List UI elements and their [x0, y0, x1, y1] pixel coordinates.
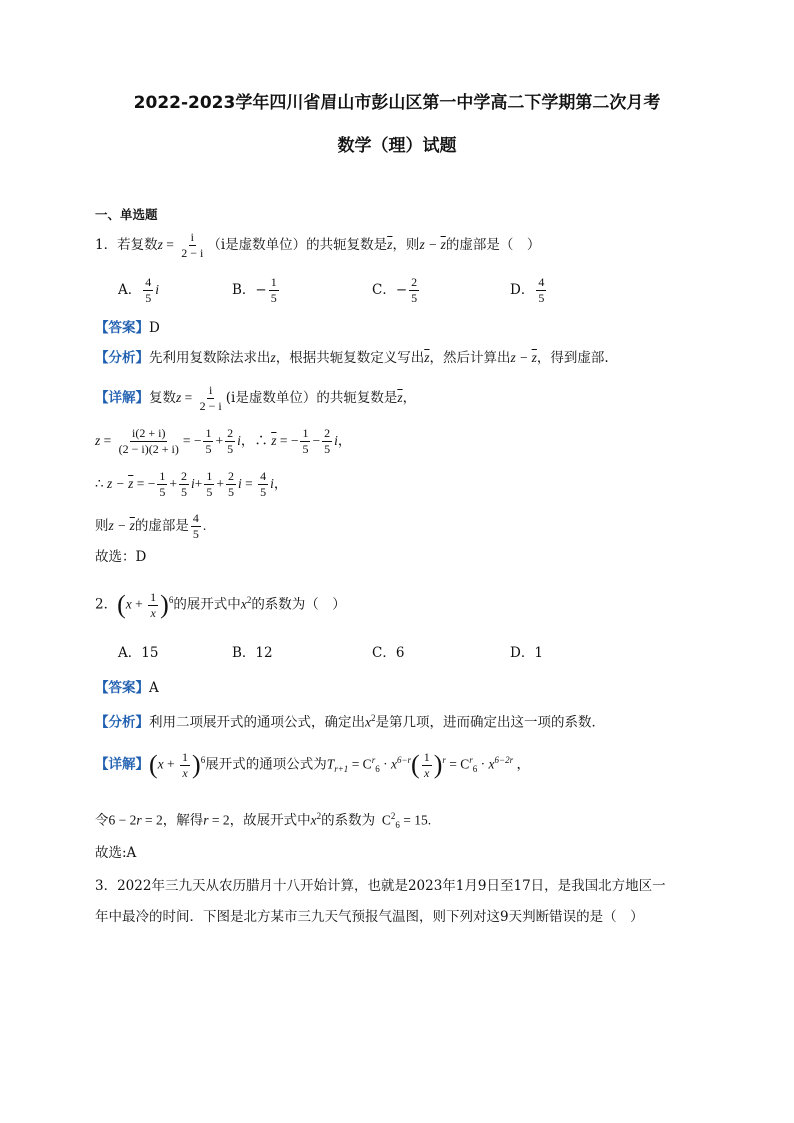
q1-analysis: 【分析】先利用复数除法求出z，根据共轭复数定义写出$\overline{z}$，然后计算出$z - \overline{z}$，得到虚部. [95, 350, 609, 366]
q3-stem-line1: 3．2022年三九天从农历腊月十八开始计算，也就是2023年1月9日至17日，是我国北方地区一 [95, 878, 666, 894]
q1-detail-line3: ∴ $z - \overline{z}$ = − $\frac{1}{5}$ + $\frac{2}{5}$ i+ $\frac{1}{5}$ + $\frac{2}{5}$ i = $\frac{4}{5}$ i， [95, 469, 288, 499]
q1-answer: 【答案】D [95, 320, 160, 336]
q1-stem: 1．若复数z = $\frac{i}{2 - i}$ （i是虚数单位）的共轭复数是$\overline{z}$，则$z - \overline{z}$的虚部是（ ） [95, 230, 541, 260]
q2-analysis: 【分析】利用二项展开式的通项公式，确定出$x^2$是第几项，进而确定出这一项的系数． [95, 713, 605, 731]
q1-option-b: B．− $\frac{1}{5}$ [232, 275, 277, 305]
q1-detail-line1: 【详解】复数z = $\frac{i}{2 - i}$ (i是虚数单位）的共轭复数是$\overline{z}$， [95, 383, 417, 413]
q2-option-b: B．12 [232, 645, 273, 661]
q2-choose: 故选:A [95, 845, 137, 861]
q2-option-a: A．15 [118, 645, 159, 661]
q2-stem: 2．(x + $\frac{1}{x}$ )$^6$的展开式中$x^2$的系数为（ ） [95, 589, 346, 620]
document-title-line1: 2022-2023学年四川省眉山市彭山区第一中学高二下学期第二次月考 [133, 93, 661, 113]
q1-option-c: C．− $\frac{2}{5}$ [372, 275, 418, 305]
q2-detail: 【详解】(x + $\frac{1}{x}$ )$^6$展开式的通项公式为$T_{r+1} = C^r_6 \cdot x^{6-r}$( $\frac{1}{x}$ )$^r = C^r_6 \cdot x^{6-2r}$ ， [95, 749, 530, 780]
document-title-line2: 数学（理）试题 [337, 136, 457, 156]
q1-option-d: D． $\frac{4}{5}$ [510, 275, 545, 305]
q1-conclusion: 则$z - \overline{z}$的虚部是 $\frac{4}{5}$ . [95, 511, 207, 541]
q2-solve-line: 令6 − 2r = 2，解得r = 2，故展开式中$x^2$的系数为 $C^2_6 = 15$. [95, 811, 432, 831]
q1-option-a: A． $\frac{4}{5}$ i [118, 275, 160, 305]
q1-choose: 故选：D [95, 549, 147, 565]
q2-option-c: C．6 [372, 645, 405, 661]
q2-option-d: D．1 [510, 645, 543, 661]
q1-detail-line2: z = $\frac{i(2 + i)}{(2 - i)(2 + i)}$ = − $\frac{1}{5}$ + $\frac{2}{5}$ i，∴ $\overline{z}$ = − $\frac{1}{5}$ − $\frac{2}{5}$ i， [95, 426, 352, 456]
section-heading: 一、单选题 [95, 207, 158, 222]
q2-answer: 【答案】A [95, 680, 159, 696]
q3-stem-line2: 年中最冷的时间．下图是北方某市三九天气预报气温图，则下列对这9天判断错误的是（ ） [95, 909, 644, 925]
